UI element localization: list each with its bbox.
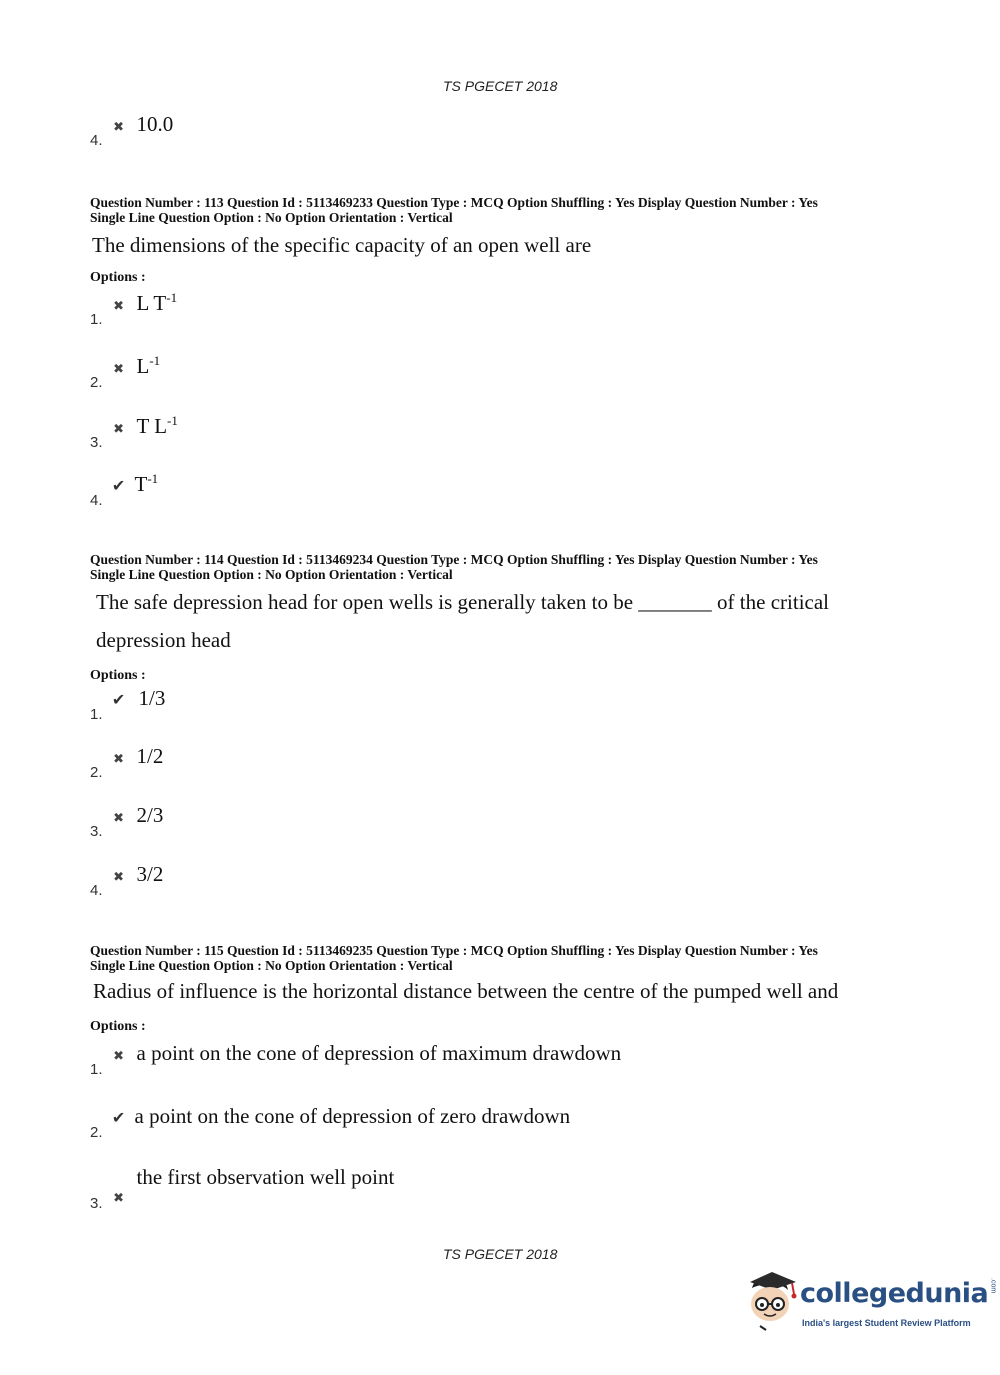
options-label: Options : <box>90 1019 146 1034</box>
option-number: 2. <box>90 764 103 781</box>
check-icon: ✔ <box>111 1110 126 1127</box>
q113-option-2 <box>90 353 161 391</box>
question-114-text-line-1: The safe depression head for open wells is generally taken to be _______ of the critical <box>96 590 830 614</box>
option-text: 2/3 <box>136 803 164 827</box>
meta-line-1: Question Number : 115 Question Id : 5113469235 Question Type : MCQ Option Shuffling : Yes Display Question Number : Yes <box>90 943 818 958</box>
cross-icon: ✖ <box>113 361 124 376</box>
mascot-icon <box>742 1270 800 1336</box>
option-exponent: -1 <box>149 353 161 368</box>
cross-icon: ✖ <box>113 751 124 766</box>
option-number: 3. <box>90 1195 103 1212</box>
option-base: L T <box>136 291 167 315</box>
cross-icon: ✖ <box>113 298 124 313</box>
cross-icon: ✖ <box>113 421 124 436</box>
option-number: 4. <box>90 882 103 899</box>
q114-option-3 <box>90 803 164 840</box>
q114-option-4 <box>90 862 164 899</box>
cross-icon: ✖ <box>113 1048 124 1063</box>
option-text: a point on the cone of depression of zero drawdown <box>134 1104 571 1128</box>
option-exponent: -1 <box>166 290 178 305</box>
question-113-text: The dimensions of the specific capacity of an open well are <box>92 233 592 257</box>
options-label: Options : <box>90 668 146 683</box>
option-number: 4. <box>90 492 103 509</box>
question-115-meta <box>90 943 818 973</box>
option-text: the first observation well point <box>136 1165 395 1189</box>
option-number: 1. <box>90 706 103 723</box>
option-base: T L <box>136 414 168 438</box>
option-exponent: -1 <box>167 413 178 428</box>
cross-icon: ✖ <box>113 869 124 884</box>
options-label: Options : <box>90 270 146 285</box>
option-text <box>137 354 161 378</box>
check-icon: ✔ <box>111 478 126 495</box>
logo-wordmark <box>800 1278 996 1309</box>
option-text: a point on the cone of depression of maximum drawdown <box>136 1041 622 1065</box>
q113-option-3 <box>90 413 178 451</box>
option-number: 3. <box>90 434 103 451</box>
option-text: 3/2 <box>136 862 164 886</box>
meta-line-2: Single Line Question Option : No Option Orientation : Vertical <box>90 958 453 973</box>
option-number: 1. <box>90 311 103 328</box>
question-115-text: Radius of influence is the horizontal distance between the centre of the pumped well and <box>93 979 839 1003</box>
meta-line-2: Single Line Question Option : No Option Orientation : Vertical <box>90 210 453 225</box>
q113-option-1 <box>90 290 178 328</box>
q114-option-2 <box>90 744 164 781</box>
cross-icon: ✖ <box>113 1190 124 1205</box>
q115-option-3 <box>90 1165 395 1212</box>
meta-line-2: Single Line Question Option : No Option Orientation : Vertical <box>90 567 453 582</box>
page-header: TS PGECET 2018 <box>443 78 558 94</box>
page-footer: TS PGECET 2018 <box>443 1246 558 1262</box>
option-number: 2. <box>90 374 103 391</box>
option-text <box>137 291 178 315</box>
option-text <box>135 472 159 496</box>
question-114-text-line-2: depression head <box>96 628 231 652</box>
option-number: 2. <box>90 1124 103 1141</box>
q114-option-1 <box>90 686 166 723</box>
q115-option-1 <box>90 1041 622 1078</box>
option-text: 1/3 <box>138 686 166 710</box>
cross-icon: ✖ <box>113 119 124 134</box>
logo-suffix: .com <box>989 1278 997 1294</box>
previous-option-4 <box>90 112 174 149</box>
option-number: 1. <box>90 1061 103 1078</box>
meta-line-1: Question Number : 114 Question Id : 5113469234 Question Type : MCQ Option Shuffling : Yes Display Question Number : Yes <box>90 552 818 567</box>
question-114-meta <box>90 552 818 582</box>
check-icon: ✔ <box>111 692 126 709</box>
cross-icon: ✖ <box>113 810 124 825</box>
option-text: 10.0 <box>136 112 174 136</box>
q115-option-2 <box>90 1104 571 1141</box>
collegedunia-logo <box>742 1270 997 1340</box>
meta-line-1: Question Number : 113 Question Id : 5113469233 Question Type : MCQ Option Shuffling : Yes Display Question Number : Yes <box>90 195 818 210</box>
q113-option-4 <box>90 471 159 509</box>
logo-tagline: India's largest Student Review Platform <box>802 1318 971 1328</box>
question-113-meta <box>90 195 818 225</box>
option-number: 4. <box>90 132 103 149</box>
option-base: L <box>136 354 150 378</box>
logo-name: collegedunia <box>800 1278 989 1309</box>
option-text <box>137 414 178 438</box>
option-text: 1/2 <box>136 744 164 768</box>
option-base: T <box>134 472 148 496</box>
option-exponent: -1 <box>147 471 159 486</box>
option-number: 3. <box>90 823 103 840</box>
